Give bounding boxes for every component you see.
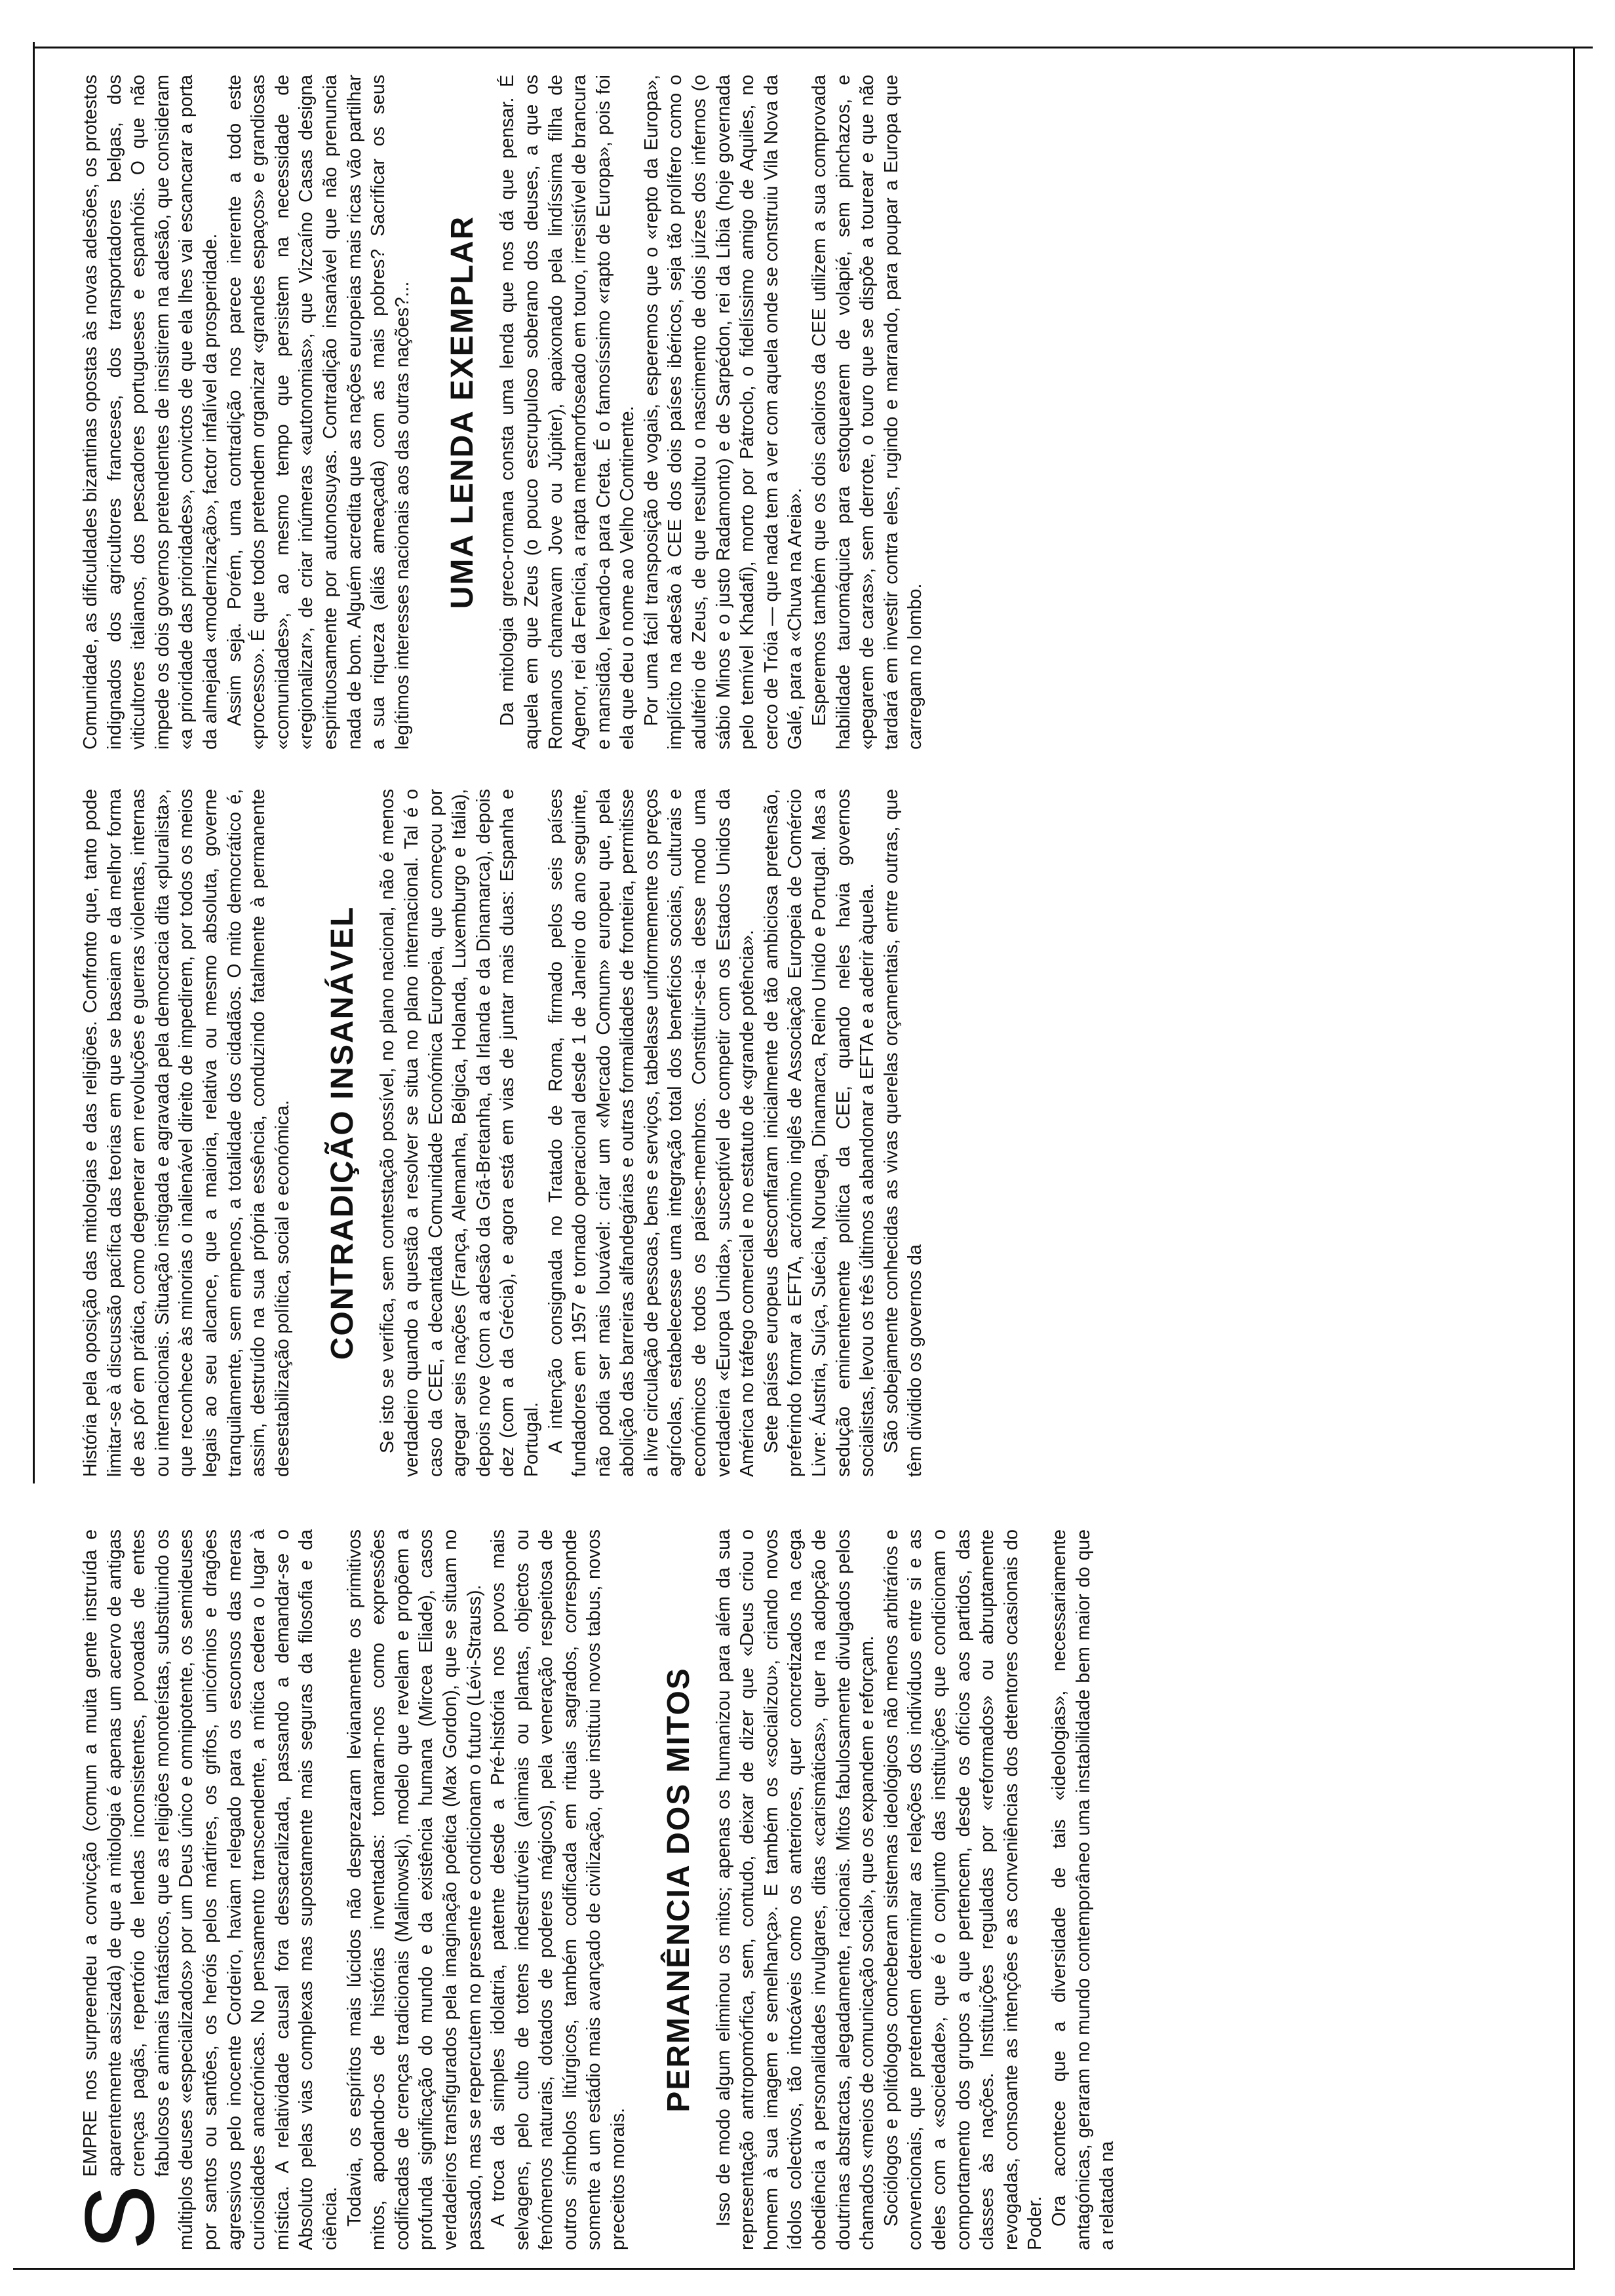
paragraph: Sete países europeus desconfiaram inicialmente de tão ambiciosa pretensão, preferindo formar a EFTA, acrónimo inglês de Associação Europeia de Comércio Livre: Áustria, Suíça, Suécia, Noruega, Dinamarca, Reino Unido e Portugal. Mas a sedução eminentemente política da CEE, quando neles havia governos socialistas, levou os três últimos a abandonar a EFTA e a aderir àquela. [760,789,878,1477]
article-column-2 [79,789,1560,1477]
section-heading: PERMANÊNCIA DOS MITOS [661,1667,696,2113]
article-column-3 [79,75,1560,750]
paragraph: São sobejamente conhecidas as vivas querelas orçamentais, entre outras, que têm dividido os governos da [880,789,926,1477]
paragraph: Por uma fácil transposição de vogais, esperemos que o «repto da Europa», implícito na adesão à CEE dos dois países ibéricos, seja tão prolífero como o adultério de Zeus, de que resultou o nascimento de dois juízes dos infernos (o sábio Minos e o justo Radamonto) e de Sarpédon, rei da Líbia (hoje governada pelo temível Khadafi), morto por Pátroclo, o fidelíssimo amigo de Aquiles, no cerco de Tróia — que nada tem a ver com aquela onde se construiu Vila Nova da Galé, para a «Chuva na Areia». [640,75,806,750]
article-column-1 [64,1529,1547,2250]
border-frame-top [33,42,35,1483]
paragraph: Ora acontece que a diversidade de tais «ideologias», necessariamente antagónicas, geraram no mundo contemporâneo uma instabilidade bem maior do que a relatada na [1048,1529,1118,2250]
paragraph: A troca da simples idolatria, patente desde a Pré-história nos povos mais selvagens, pelo culto de totens indestrutíveis (animais ou plantas, objectos ou fenómenos naturais, dotados de poderes mágicos), pela veneração respeitosa de outros símbolos litúrgicos, também codificada em rituais sagrados, corresponde somente a um estádio mais avançado de civilização, que instituiu novos tabus, novos preceitos morais. [488,1529,629,2250]
paragraph: A intenção consignada no Tratado de Roma, firmado pelos seis países fundadores em 1957 e tornado operacional desde 1 de Janeiro do ano seguinte, não podia ser mais louvável: criar um «Mercado Comum» europeu que, pela abolição das barreiras alfandegárias e outras formalidades de fronteira, permitisse a livre circulação de pessoas, bens e serviços, tabelasse uniformemente os preços agrícolas, estabelecesse uma integração total dos benefícios sociais, culturais e económicos de todos os países-membros. Constituir-se-ia desse modo uma verdadeira «Europa Unida», susceptível de competir com os Estados Unidos da América no tráfego comercial e no estatuto de «grande potência». [545,789,758,1477]
paragraph: Da mitologia greco-romana consta uma lenda que nos dá que pensar. É aquela em que Zeus (o pouco escrupuloso soberano dos deuses, a que os Romanos chamavam Jove ou Júpiter), apaixonado pela lindíssima filha de Agenor, rei da Fenícia, a rapta metamorfoseado em touro, irresistível de brancura e mansidão, levando-a para Creta. É o famosíssimo «rapto de Europa», pois foi ela que deu o nome ao Velho Continente. [497,75,638,750]
paragraph: História pela oposição das mitologias e das religiões. Confronto que, tanto pode limitar-se à discussão pacífica das teorias em que se baseiam e da melhor forma de as pôr em prática, como degenerar em revoluções e guerras violentas, internas ou internacionais. Situação instigada e agravada pela democracia dita «pluralista», que reconhece às minorias o inalienável direito de impedirem, por todos os meios legais ao seu alcance, que a maioria, relativa ou mesmo absoluta, governe tranquilamente, sem empenos, a totalidade dos cidadãos. O mito democrático é, assim, destruído na sua própria essência, conduzindo fatalmente à permanente desestabilização política, social e económica. [80,789,293,1477]
paragraph: EMPRE nos surpreendeu a convicção (comum a muita gente instruída e aparentemente assizada) de que a mitologia é apenas um acervo de antigas crenças pagãs, repertório de lendas inconsistentes, povoadas de entes fabulosos e animais fantásticos, que as religiões monoteístas, substituindo os múltiplos deuses «especializados» por um Deus único e omnipotente, os semideuses por santos ou santões, os heróis pelos mártires, os grifos, unicórnios e dragões agressivos pelo inocente Cordeiro, haviam relegado para os esconsos das meras curiosidades anacrónicas. No pensamento transcendente, a mítica cedera o lugar à mística. A relatividade causal fora dessacralizada, passando a demandar-se o Absoluto pelas vias complexas mas supostamente mais seguras da filosofia e da ciência. [80,1529,341,2250]
border-frame-right [33,47,1593,48]
paragraph: Comunidade, as dificuldades bizantinas opostas às novas adesões, os protestos indignados dos agricultores franceses, dos transportadores belgas, dos viticultores italianos, dos pescadores portugueses e espanhóis. O que não impede os dois governos pretendentes de insistirem na adesão, que consideram «a prioridade das prioridades», convictos de que ela lhes vai escancarar a porta da almejada «modernização», factor infalível da prosperidade. [80,75,221,750]
paragraph: Sociólogos e politólogos conceberam sistemas ideológicos não menos arbitrários e convencionais, que pretendem determinar as relações dos indivíduos entre si e as deles com a «sociedade», que é o conjunto das instituições que condicionam o comportamento dos grupos a que pertencem, desde os ofícios aos partidos, das classes às nações. Instituições reguladas por «reformados» ou abruptamente revogadas, consoante as intenções e as conveniências dos detentores ocasionais do Poder. [880,1529,1046,2250]
paragraph: Assim seja. Porém, uma contradição nos parece inerente a todo este «processo». É que todos pretendem organizar «grandes espaços» e grandiosas «comunidades», ao mesmo tempo que persistem na necessidade de «regionalizar», de criar inúmeras «autonomias», que Vizcaíno Casas designa espirituosamente por autonosuyas. Contradição insanável que não prenuncia nada de bom. Alguém acredita que as nações europeias mais ricas vão partilhar a sua riqueza (aliás ameaçada) com as mais pobres? Sacrificar os seus legítimos interesses nacionais aos das outras nações?... [224,75,413,750]
paragraph: Isso de modo algum eliminou os mitos; apenas os humanizou para além da sua representação antropomórfica, sem, contudo, deixar de dizer que «Deus criou o homem à sua imagem e semelhança». E também os «socializou», criando novos ídolos colectivos, tão intocáveis como os anteriores, quer concretizados na cega obediência a personalidades invulgares, ditas «carismáticas», quer na adopção de doutrinas abstractas, alegadamente, racionais. Mitos fabulosamente divulgados pelos chamados «meios de comunicação social», que os expandem e reforçam. [712,1529,878,2250]
drop-cap: S [64,2184,174,2250]
paragraph: Todavia, os espíritos mais lúcidos não desprezaram levianamente os primitivos mitos, apodando-os de histórias inventadas: tomaram-nos como expressões codificadas de crenças tradicionais (Malinowski), modelo que revelam e propõem a profunda significação do mundo e da existência humana (Mircea Eliade), casos verdadeiros transfigurados pela imaginação poética (Max Gordon), que se situam no passado, mas se repercutem no presente e condicionam o futuro (Lévi-Strauss). [343,1529,485,2250]
border-frame-bottom [1573,48,1575,2270]
paragraph: Esperemos também que os dois caloiros da CEE utilizem a sua comprovada habilidade tauromáquica para estoquearem de volapié, sem pinchazos, e «pegarem de caras», sem derrote, o touro que se dispõe a tourear e que não tardará em investir contra eles, rugindo e marrando, para poupar a Europa que carregam no lombo. [809,75,926,750]
section-heading: UMA LENDA EXEMPLAR [445,215,480,609]
paragraph: Se isto se verifica, sem contestação possível, no plano nacional, não é menos verdadeiro quando a questão a resolver se situa no plano internacional. Tal é o caso da CEE, a decantada Comunidade Económica Europeia, que começou por agregar seis nações (França, Alemanha, Bélgica, Holanda, Luxemburgo e Itália), depois nove (com a adesão da Grã-Bretanha, da Irlanda e da Dinamarca), depois dez (com a da Grécia), e agora está em vias de juntar mais duas: Espanha e Portugal. [377,789,542,1477]
section-heading: CONTRADIÇÃO INSANÁVEL [325,906,360,1360]
